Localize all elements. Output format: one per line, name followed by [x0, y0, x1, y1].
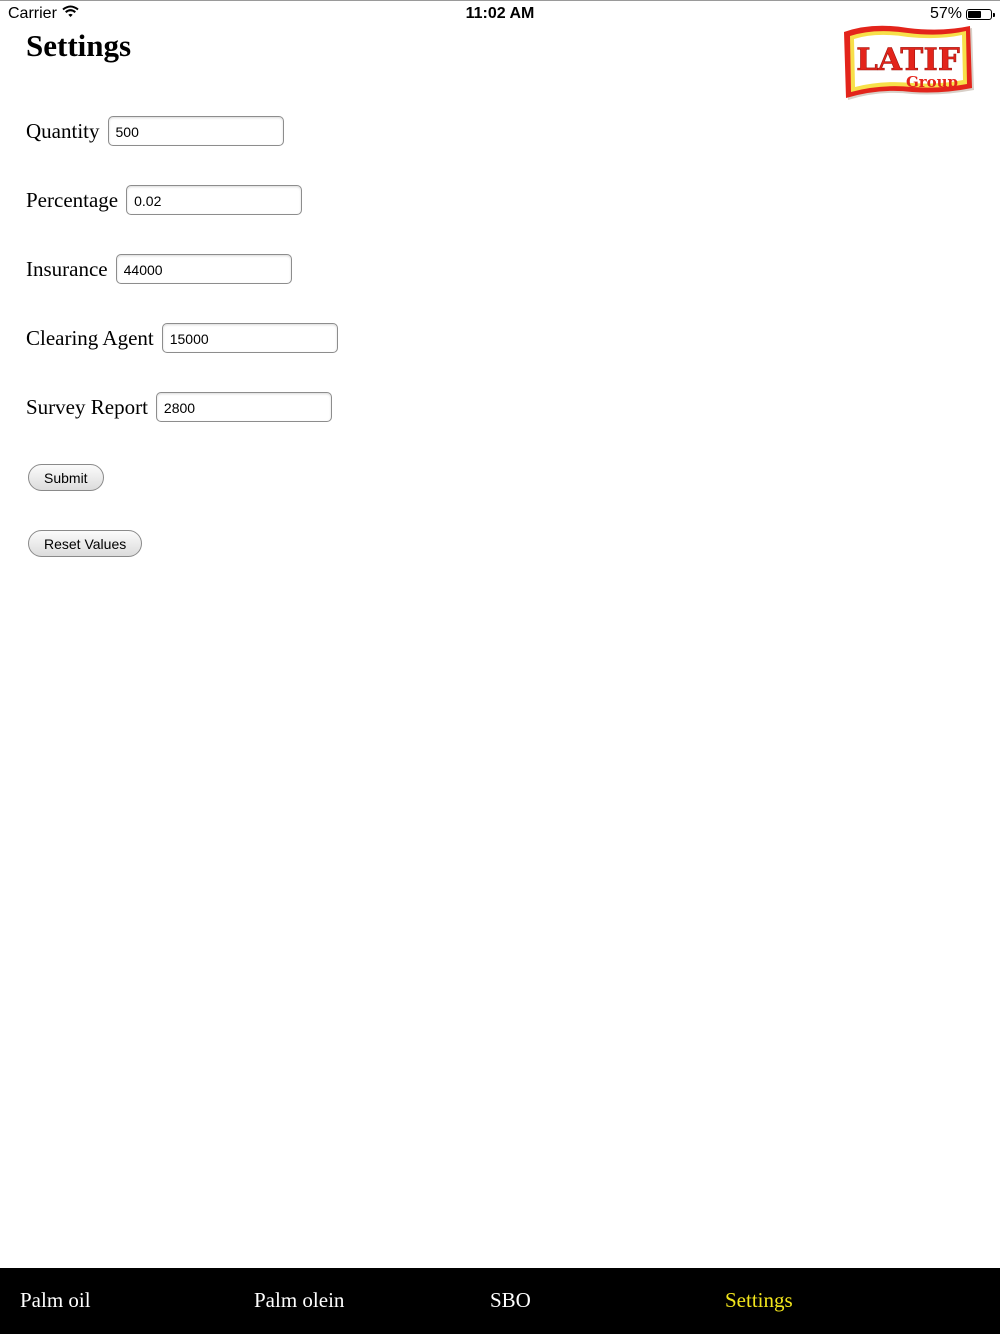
tab-palm-olein[interactable]: Palm olein: [254, 1288, 345, 1312]
status-right: [930, 5, 992, 23]
submit-button[interactable]: Submit: [28, 464, 104, 491]
percentage-row: [26, 185, 302, 215]
insurance-input[interactable]: [116, 254, 292, 284]
tab-settings[interactable]: Settings: [725, 1288, 793, 1312]
carrier-label: Carrier: [8, 5, 57, 22]
reset-values-button[interactable]: Reset Values: [28, 530, 142, 557]
tab-bar: [0, 1268, 1000, 1334]
page-title: Settings: [26, 28, 132, 63]
latif-group-logo: [842, 24, 976, 108]
survey-report-label: Survey Report: [26, 394, 148, 419]
battery-cap: [993, 13, 995, 17]
quantity-label: Quantity: [26, 118, 100, 143]
percentage-input[interactable]: [126, 185, 302, 215]
tab-palm-oil[interactable]: Palm oil: [20, 1288, 91, 1312]
tab-sbo[interactable]: SBO: [490, 1288, 531, 1312]
battery-percentage: 57%: [929, 5, 962, 22]
percentage-label: Percentage: [26, 187, 119, 212]
clearing-agent-input[interactable]: [162, 323, 338, 353]
insurance-row: [26, 254, 292, 284]
insurance-label: Insurance: [26, 256, 108, 281]
survey-report-input[interactable]: [156, 392, 332, 422]
logo-text: LATIF: [856, 42, 960, 78]
clearing-agent-label: Clearing Agent: [26, 325, 154, 350]
clearing-agent-row: [26, 323, 338, 353]
status-time: 11:02 AM: [465, 5, 535, 22]
battery-fill: [968, 11, 981, 18]
battery-icon: [966, 9, 992, 20]
logo-subtext: Group: [905, 73, 959, 91]
quantity-input[interactable]: [108, 116, 284, 146]
quantity-row: [26, 116, 284, 146]
survey-report-row: [26, 392, 332, 422]
